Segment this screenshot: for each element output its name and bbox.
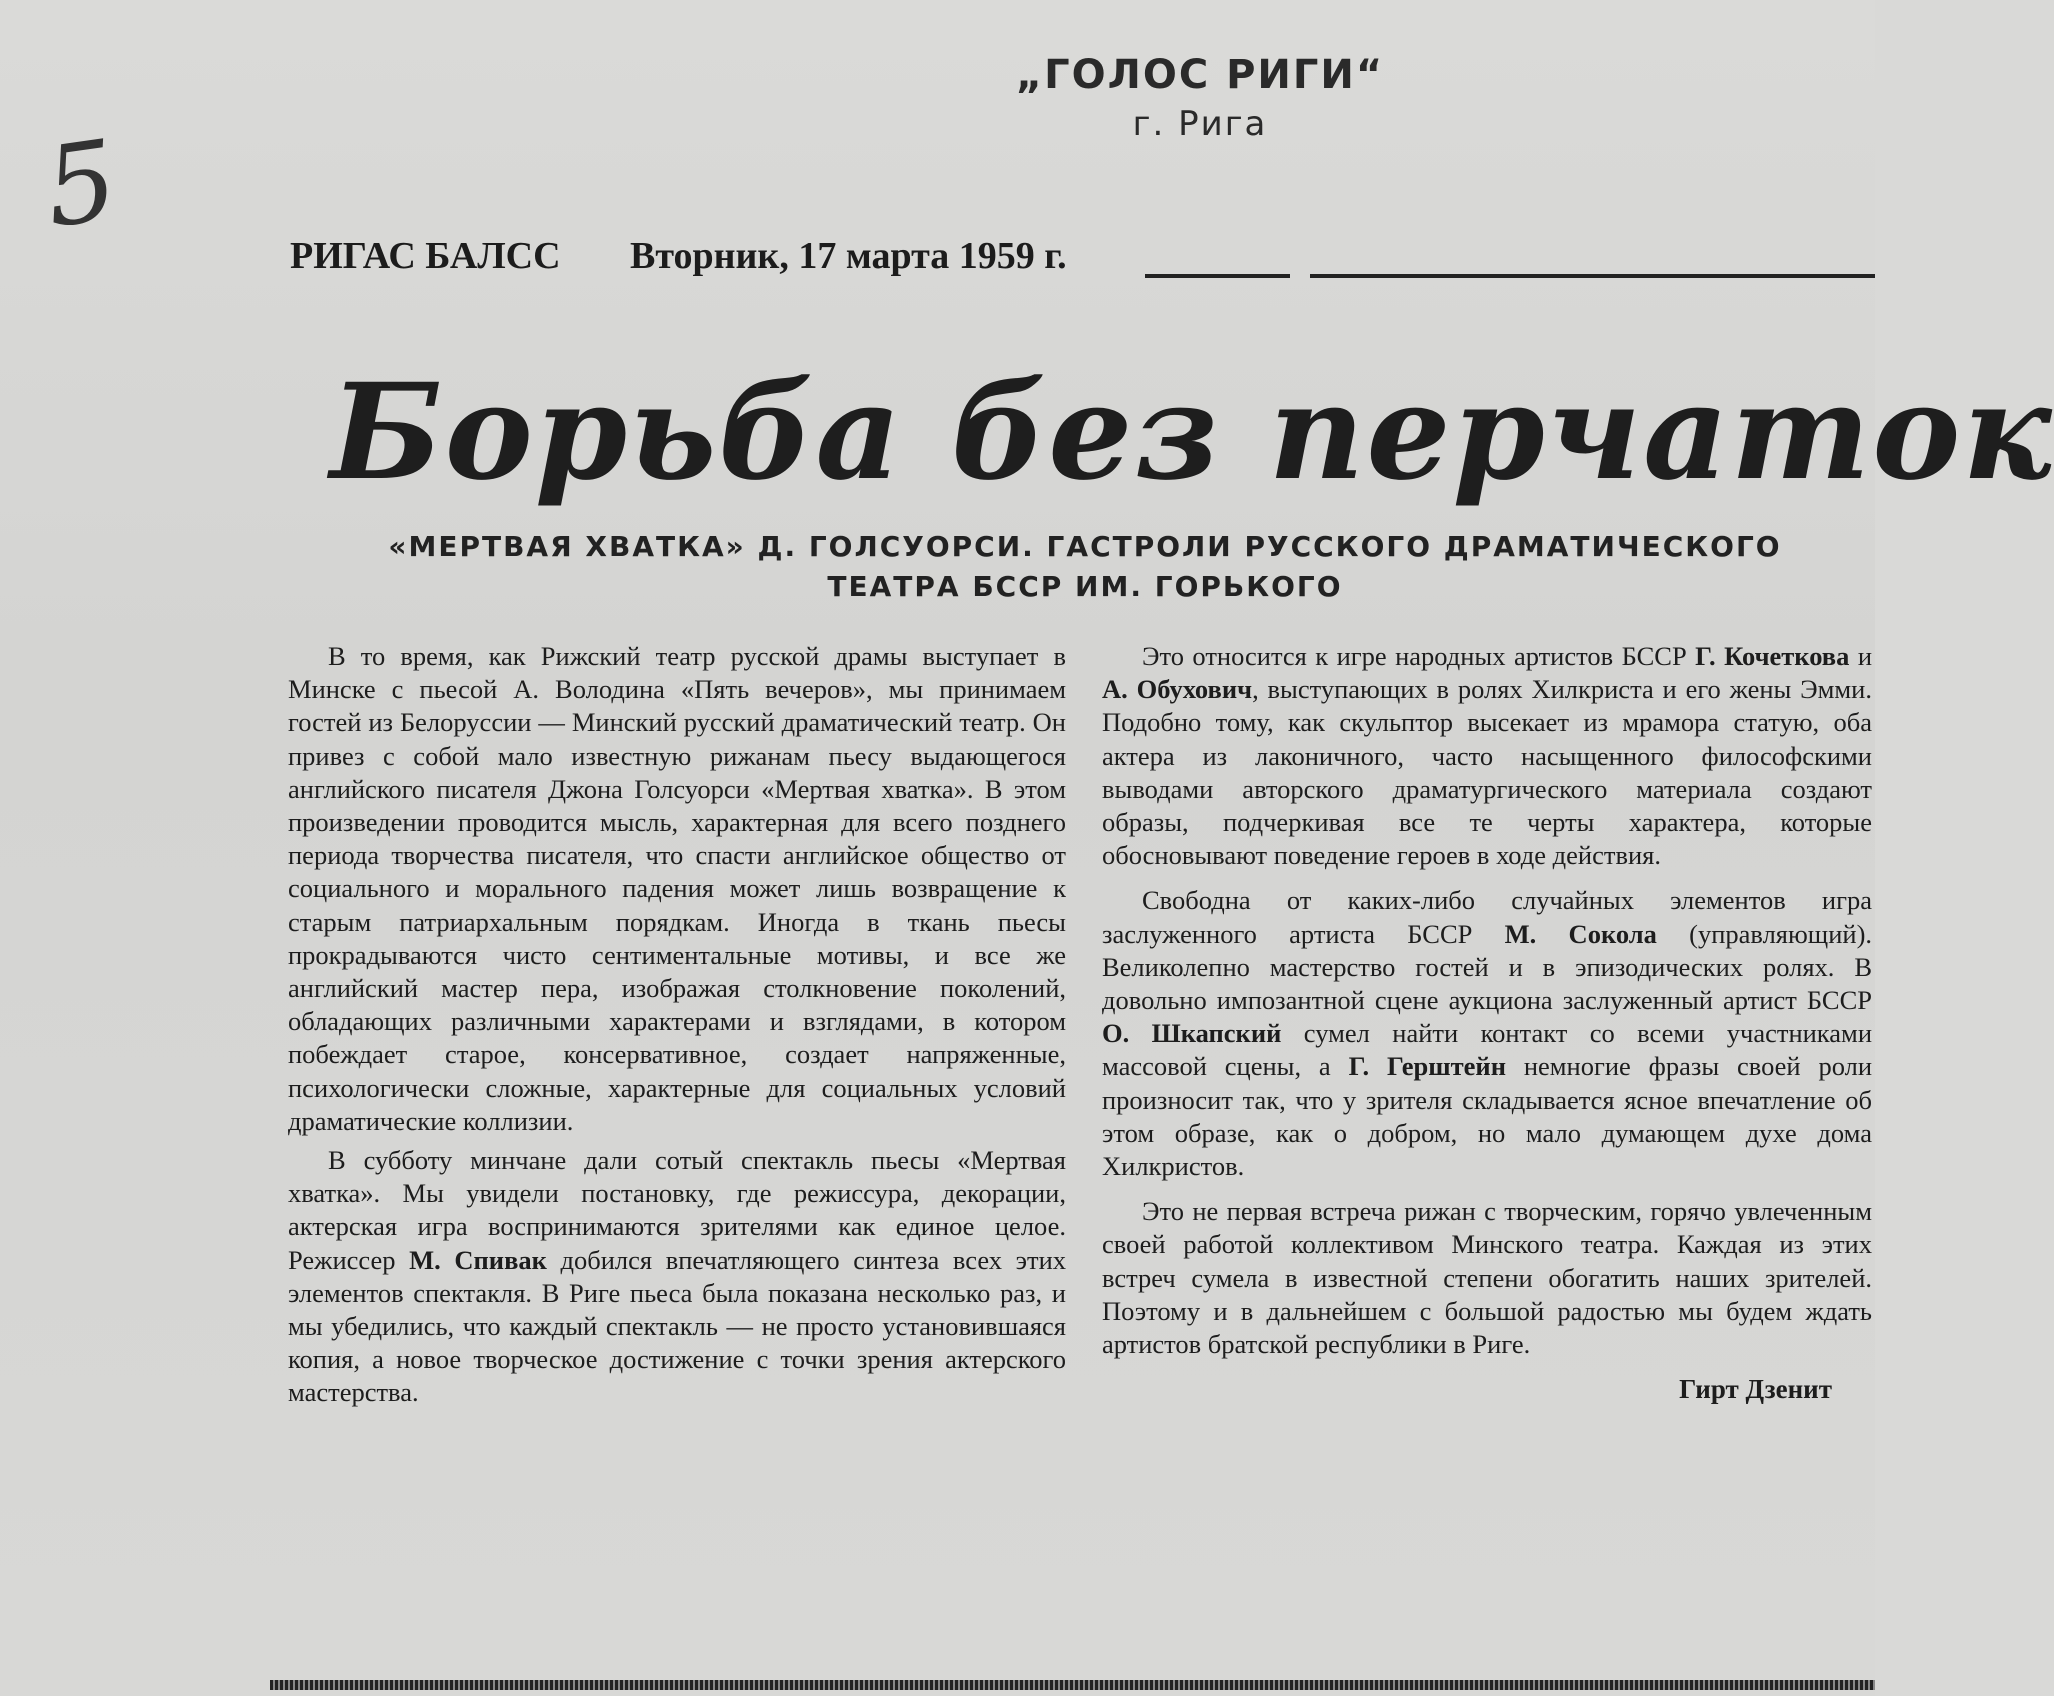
archive-stamp — [1000, 52, 1400, 144]
subhead-line-1: «МЕРТВАЯ ХВАТКА» Д. ГОЛСУОРСИ. ГАСТРОЛИ РУССКОГО ДРАМАТИЧЕСКОГО — [388, 530, 1782, 563]
text-run: Свободна от каких-либо случайных элементов игра заслуженного артиста БССР — [1102, 885, 1872, 949]
masthead-paper-name: РИГАС БАЛСС — [290, 235, 561, 277]
text-run: В субботу минчане дали сотый спектакль пьесы «Мертвая хватка». Мы увидели постановку, где режиссура, декорации, актерская игра воспринимаются зрителями как единое целое. Режиссер — [288, 1145, 1066, 1275]
text-run: и — [1857, 641, 1872, 671]
right-paragraph-1 — [1102, 640, 1872, 872]
article-left-column — [288, 640, 1066, 1410]
person-name: А. Обухович — [1102, 674, 1253, 705]
person-name: О. Шкапский — [1102, 1018, 1282, 1049]
stamp-city: г. Рига — [1132, 104, 1268, 144]
subhead-line-2: ТЕАТРА БССР ИМ. ГОРЬКОГО — [827, 570, 1343, 603]
author-signature: Гирт Дзенит — [1679, 1374, 1832, 1405]
stamp-newspaper-name: „ГОЛОС РИГИ“ — [1015, 52, 1385, 98]
text-run: немногие фразы своей роли произносит так, что у зрителя складывается ясное впечатление об этом образе, как о добром, но мало думающем духе дома Хилкристов. — [1102, 1051, 1873, 1182]
text-run: сумел найти контакт со всеми участниками массовой сцены, а — [1102, 1018, 1872, 1082]
text-run: добился впечатляющего синтеза всех этих элементов спектакля. В Риге пьеса была показана несколько раз, и мы убедились, что каждый спектакль — не просто установившаяся копия, а новое творческое достижение с точки зрения актерского мастерства. — [288, 1244, 1067, 1408]
masthead-date: Вторник, 17 марта 1959 г. — [630, 235, 1067, 277]
right-paragraph-2 — [1102, 884, 1872, 1183]
masthead-rule-short — [1145, 274, 1290, 278]
right-paragraph-3: Это не первая встреча рижан с творческим, горячо увлеченным своей работой коллективом Минского театра. Каждая из этих встреч сумела в известной степени обогатить наших зрителей. Поэтому и в дальнейшем с большой радостью мы будем ждать артистов братской республики в Риге. — [1102, 1196, 1872, 1360]
article-headline: Борьба без перчаток — [330, 355, 2054, 510]
bottom-rule — [270, 1680, 1875, 1690]
handwritten-page-number: 5 — [37, 115, 125, 253]
person-name: М. Сокола — [1504, 918, 1657, 949]
article — [270, 355, 2054, 1696]
masthead-rule-long — [1310, 274, 1875, 278]
text-run: , выступающих в ролях Хилкриста и его жены Эмми. Подобно тому, как скульптор высекает из мрамора статую, оба актера из лаконичного, часто насыщенного философскими выводами авторского драматургического материала создают образы, подчеркивая все те черты характера, которые обосновывают поведение героев в ходе действия. — [1102, 674, 1872, 871]
left-paragraph-2 — [288, 1144, 1066, 1410]
person-name: Г. Герштейн — [1348, 1051, 1506, 1082]
person-name: Г. Кочеткова — [1695, 641, 1850, 671]
article-subhead — [360, 527, 1810, 607]
text-run: (управляющий). Великолепно мастерство гостей и в эпизодических ролях. В довольно импозантной сцене аукциона заслуженный артист БССР — [1102, 918, 1873, 1016]
text-run: Это относится к игре народных артистов БССР — [1142, 641, 1687, 671]
left-paragraph-1: В то время, как Рижский театр русской драмы выступает в Минске с пьесой А. Володина «Пять вечеров», мы принимаем гостей из Белоруссии — Минский русский драматический театр. Он привез с собой мало известную рижанам пьесу выдающегося английского писателя Джона Голсуорси «Мертвая хватка». В этом произведении проводится мысль, характерная для всего позднего периода творчества писателя, что спасти английское общество от социального и морального падения может лишь возвращение к старым патриархальным порядкам. Иногда в ткань пьесы прокрадываются чисто сентиментальные мотивы, и все же английский мастер пера, изображая столкновение поколений, обладающих различными характерами и взглядами, в котором побеждает старое, консервативное, создает напряженные, психологически сложные, характерные для социальных условий драматические коллизии. — [288, 641, 1066, 1136]
person-name: М. Спивак — [409, 1244, 547, 1275]
masthead — [290, 234, 1875, 294]
article-right-column — [1102, 640, 1872, 1406]
